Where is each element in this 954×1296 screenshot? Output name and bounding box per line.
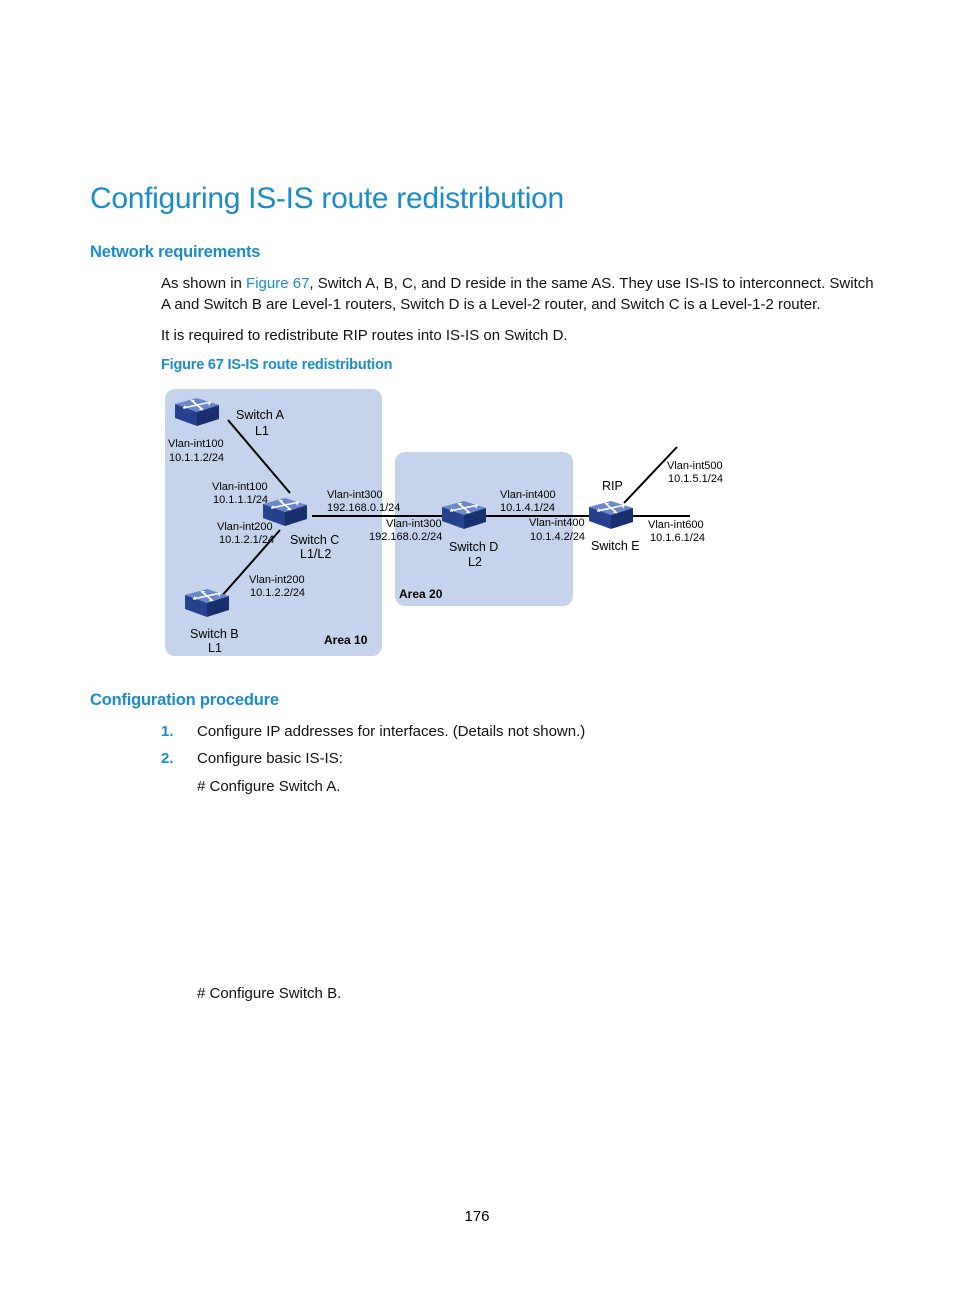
switch-c-interface-100: Vlan-int100: [212, 481, 268, 493]
step-1: [161, 723, 585, 740]
switch-e-ip-400: 10.1.4.2/24: [530, 531, 586, 543]
switch-c-level: L1/L2: [300, 547, 332, 561]
sub-step-switch-a: # Configure Switch A.: [197, 778, 341, 795]
area-10-region: [165, 389, 382, 656]
section-heading-configuration-procedure: Configuration procedure: [90, 691, 279, 709]
switch-a-interface: Vlan-int100: [168, 438, 224, 450]
requirements-text: As shown in: [161, 275, 247, 292]
switch-d-ip-400: 10.1.4.1/24: [500, 502, 556, 514]
switch-d-level: L2: [468, 555, 482, 569]
switch-c-interface-300: Vlan-int300: [327, 489, 383, 501]
section-heading-network-requirements: Network requirements: [90, 243, 261, 261]
requirements-paragraph-line-2: A and Switch B are Level-1 routers, Switch D is a Level-2 router, and Switch C is a Level-1-2 router.: [161, 296, 821, 313]
switch-c-label: Switch C: [290, 533, 340, 547]
switch-c-ip-200: 10.1.2.1/24: [219, 534, 275, 546]
step-number: 2.: [161, 750, 174, 767]
switch-c-ip-300: 192.168.0.1/24: [327, 502, 401, 514]
step-text: Configure basic IS-IS:: [197, 750, 343, 767]
switch-d-label: Switch D: [449, 540, 499, 554]
switch-d-ip-300: 192.168.0.2/24: [369, 531, 443, 543]
switch-b-ip: 10.1.2.2/24: [250, 587, 306, 599]
rip-label: RIP: [602, 479, 623, 493]
switch-e-label: Switch E: [591, 539, 640, 553]
step-text: Configure IP addresses for interfaces. (Details not shown.): [197, 723, 586, 740]
switch-e-interface-600: Vlan-int600: [648, 519, 704, 531]
switch-e-ip-500: 10.1.5.1/24: [668, 473, 724, 485]
switch-b-label: Switch B: [190, 627, 239, 641]
switch-e-icon: [589, 501, 633, 529]
switch-b-level: L1: [208, 641, 222, 655]
figure-caption: Figure 67 IS-IS route redistribution: [161, 357, 393, 373]
switch-e-ip-600: 10.1.6.1/24: [650, 532, 706, 544]
step-number: 1.: [161, 723, 174, 740]
switch-b-interface: Vlan-int200: [249, 574, 305, 586]
area-10-label: Area 10: [324, 633, 368, 647]
step-2: [161, 750, 343, 767]
switch-e-interface-400: Vlan-int400: [529, 517, 585, 529]
sub-step-switch-b: # Configure Switch B.: [197, 985, 342, 1002]
figure-67-link[interactable]: Figure 67: [246, 275, 310, 292]
switch-a-ip: 10.1.1.2/24: [169, 452, 225, 464]
switch-c-interface-200: Vlan-int200: [217, 521, 273, 533]
switch-a-label: Switch A: [236, 408, 284, 422]
switch-e-interface-500: Vlan-int500: [667, 460, 723, 472]
switch-d-interface-300: Vlan-int300: [386, 518, 442, 530]
area-20-label: Area 20: [399, 587, 443, 601]
page-number: 176: [464, 1208, 490, 1225]
switch-d-interface-400: Vlan-int400: [500, 489, 556, 501]
switch-c-ip-100: 10.1.1.1/24: [213, 494, 269, 506]
requirements-text: , Switch A, B, C, and D reside in the same AS. They use IS-IS to interconnect. Switch: [309, 275, 874, 292]
requirements-paragraph-2: It is required to redistribute RIP routes into IS-IS on Switch D.: [161, 327, 568, 344]
page-title: Configuring IS-IS route redistribution: [90, 182, 564, 215]
switch-a-level: L1: [255, 424, 269, 438]
